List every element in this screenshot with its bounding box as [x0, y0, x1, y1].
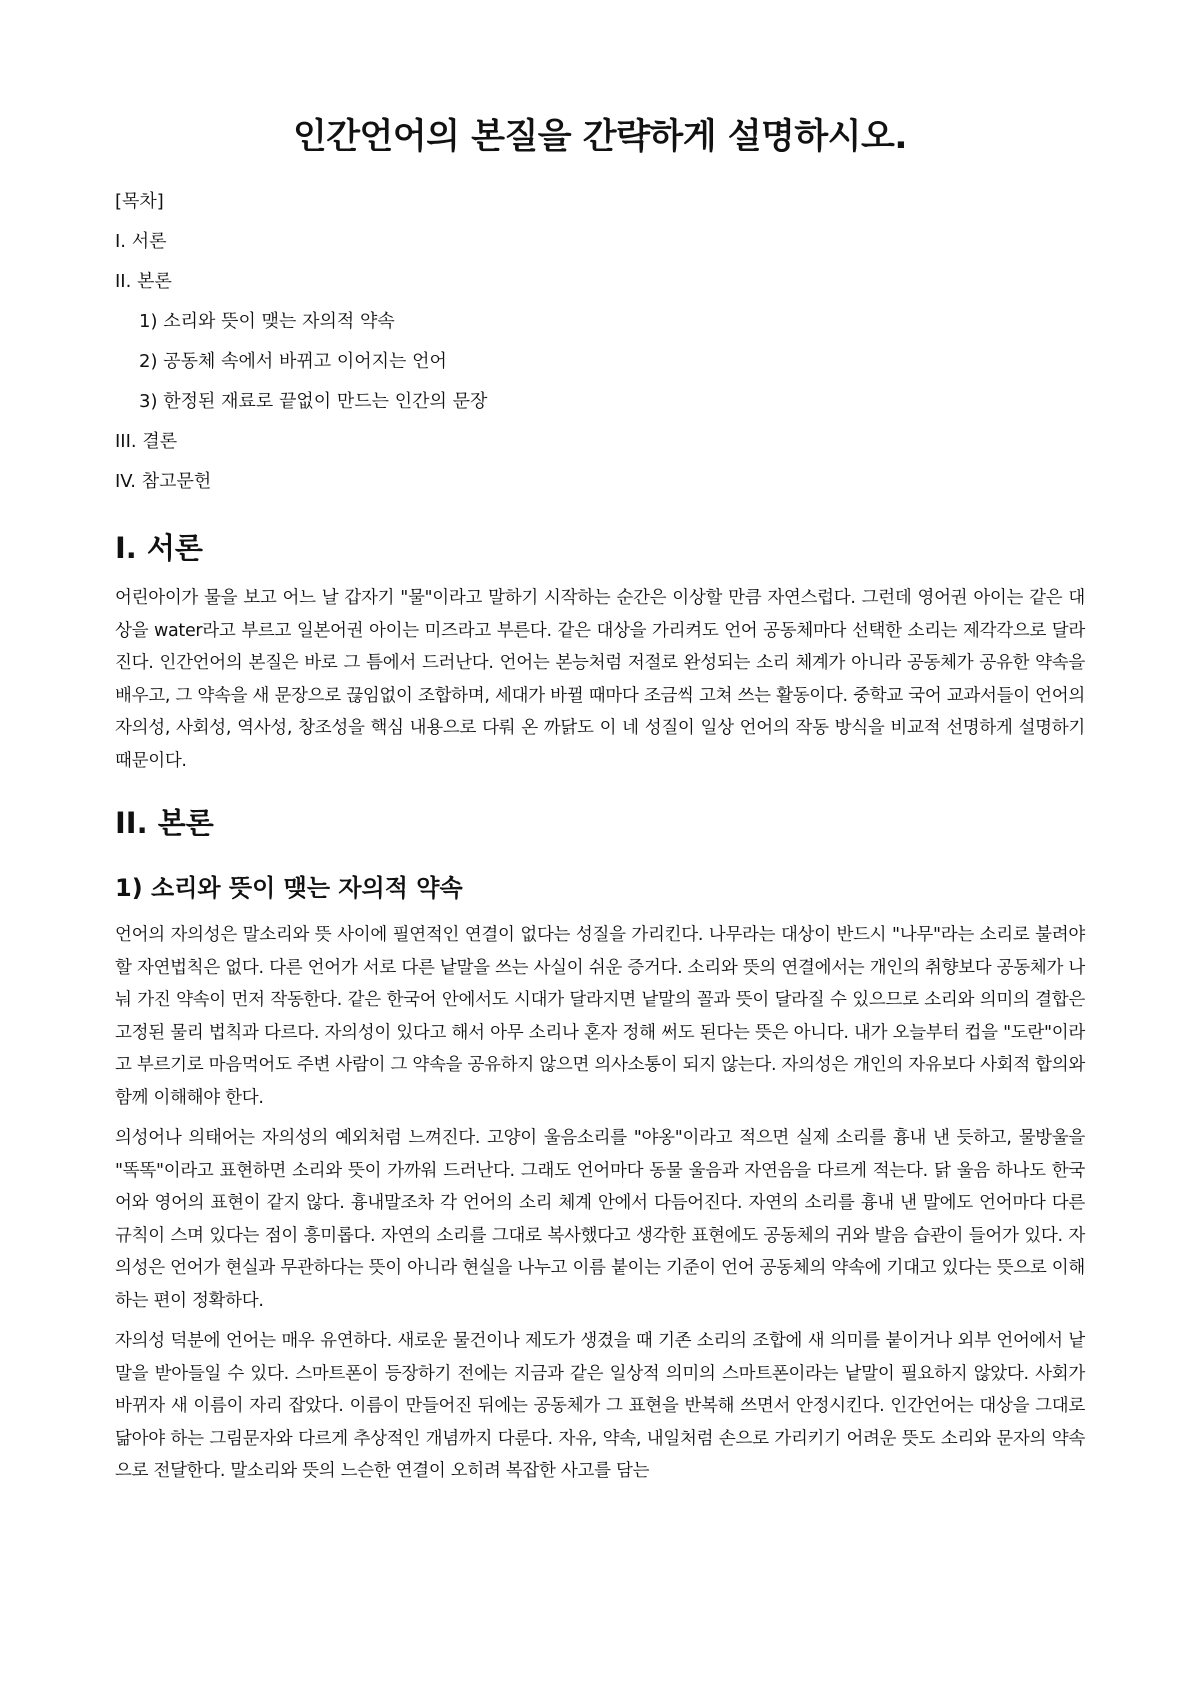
subsection-arbitrariness — [115, 869, 1085, 1488]
toc-item-references: IV. 참고문헌 — [115, 471, 212, 492]
table-of-contents — [115, 182, 1085, 502]
toc-item-body-3: 3) 한정된 재료로 끝없이 만드는 인간의 문장 — [139, 391, 488, 412]
subsection-1-paragraph-3: 자의성 덕분에 언어는 매우 유연하다. 새로운 물건이나 제도가 생겼을 때 기존 소리의 조합에 새 의미를 붙이거나 외부 언어에서 낱말을 받아들일 수 있다. 스마트폰이 등장하기 전에는 지금과 같은 일상적 의미의 스마트폰이라는 낱말이 필요하지 않았다. 사회가 바뀌자 새 이름이 자리 잡았다. 이름이 만들어진 뒤에는 공동체가 그 표현을 반복해 쓰면서 안정시킨다. 인간언어는 대상을 그대로 닮아야 하는 그림문자와 다르게 추상적인 개념까지 다룬다. 자유, 약속, 내일처럼 손으로 가리키기 어려운 뜻도 소리와 문자의 약속으로 전달한다. 말소리와 뜻의 느슨한 연결이 오히려 복잡한 사고를 담는 — [115, 1331, 1085, 1481]
toc-item-introduction: I. 서론 — [115, 231, 167, 252]
subsection-1-heading: 1) 소리와 뜻이 맺는 자의적 약속 — [115, 874, 463, 902]
introduction-paragraph: 어린아이가 물을 보고 어느 날 갑자기 "물"이라고 말하기 시작하는 순간은 이상할 만큼 자연스럽다. 그런데 영어권 아이는 같은 대상을 water라고 부르고 일본어권 아이는 미즈라고 부른다. 같은 대상을 가리켜도 언어 공동체마다 선택한 소리는 제각각으로 달라진다. 인간언어의 본질은 바로 그 틈에서 드러난다. 언어는 본능처럼 저절로 완성되는 소리 체계가 아니라 공동체가 공유한 약속을 배우고, 그 약속을 새 문장으로 끊임없이 조합하며, 세대가 바뀔 때마다 조금씩 고쳐 쓰는 활동이다. 중학교 국어 교과서들이 언어의 자의성, 사회성, 역사성, 창조성을 핵심 내용으로 다뤄 온 까닭도 이 네 성질이 일상 언어의 작동 방식을 비교적 선명하게 설명하기 때문이다. — [115, 588, 1085, 771]
toc-header: [목차] — [115, 191, 164, 212]
subsection-1-paragraph-2: 의성어나 의태어는 자의성의 예외처럼 느껴진다. 고양이 울음소리를 "야옹"이라고 적으면 실제 소리를 흉내 낸 듯하고, 물방울을 "똑똑"이라고 표현하면 소리와 뜻이 가까워 드러난다. 그래도 언어마다 동물 울음과 자연음을 다르게 적는다. 닭 울음 하나도 한국어와 영어의 표현이 같지 않다. 흉내말조차 각 언어의 소리 체계 안에서 다듬어진다. 자연의 소리를 흉내 낸 말에도 언어마다 다른 규칙이 스며 있다는 점이 흥미롭다. 자연의 소리를 그대로 복사했다고 생각한 표현에도 공동체의 귀와 발음 습관이 들어가 있다. 자의성은 언어가 현실과 무관하다는 뜻이 아니라 현실을 나누고 이름 붙이는 기준이 언어 공동체의 약속에 기대고 있다는 뜻으로 이해하는 편이 정확하다. — [115, 1128, 1085, 1311]
introduction-section — [115, 526, 1085, 777]
subsection-1-paragraph-1: 언어의 자의성은 말소리와 뜻 사이에 필연적인 연결이 없다는 성질을 가리킨다. 나무라는 대상이 반드시 "나무"라는 소리로 불려야 할 자연법칙은 없다. 다른 언어가 서로 다른 낱말을 쓰는 사실이 쉬운 증거다. 소리와 뜻의 연결에서는 개인의 취향보다 공동체가 나눠 가진 약속이 먼저 작동한다. 같은 한국어 안에서도 시대가 달라지면 낱말의 꼴과 뜻이 달라질 수 있으므로 소리와 의미의 결합은 고정된 물리 법칙과 다르다. 자의성이 있다고 해서 아무 소리나 혼자 정해 써도 된다는 뜻은 아니다. 내가 오늘부터 컵을 "도란"이라고 부르기로 마음먹어도 주변 사람이 그 약속을 공유하지 않으면 의사소통이 되지 않는다. 자의성은 개인의 자유보다 사회적 합의와 함께 이해해야 한다. — [115, 925, 1085, 1108]
document-title: 인간언어의 본질을 간략하게 설명하시오. — [292, 117, 908, 157]
toc-item-body-1: 1) 소리와 뜻이 맺는 자의적 약속 — [139, 311, 395, 332]
toc-item-conclusion: III. 결론 — [115, 431, 178, 452]
body-section — [115, 801, 1085, 1488]
introduction-heading: I. 서론 — [115, 531, 203, 565]
toc-item-body-2: 2) 공동체 속에서 바뀌고 이어지는 언어 — [139, 351, 447, 372]
toc-item-body: II. 본론 — [115, 271, 172, 292]
body-heading: II. 본론 — [115, 806, 214, 840]
